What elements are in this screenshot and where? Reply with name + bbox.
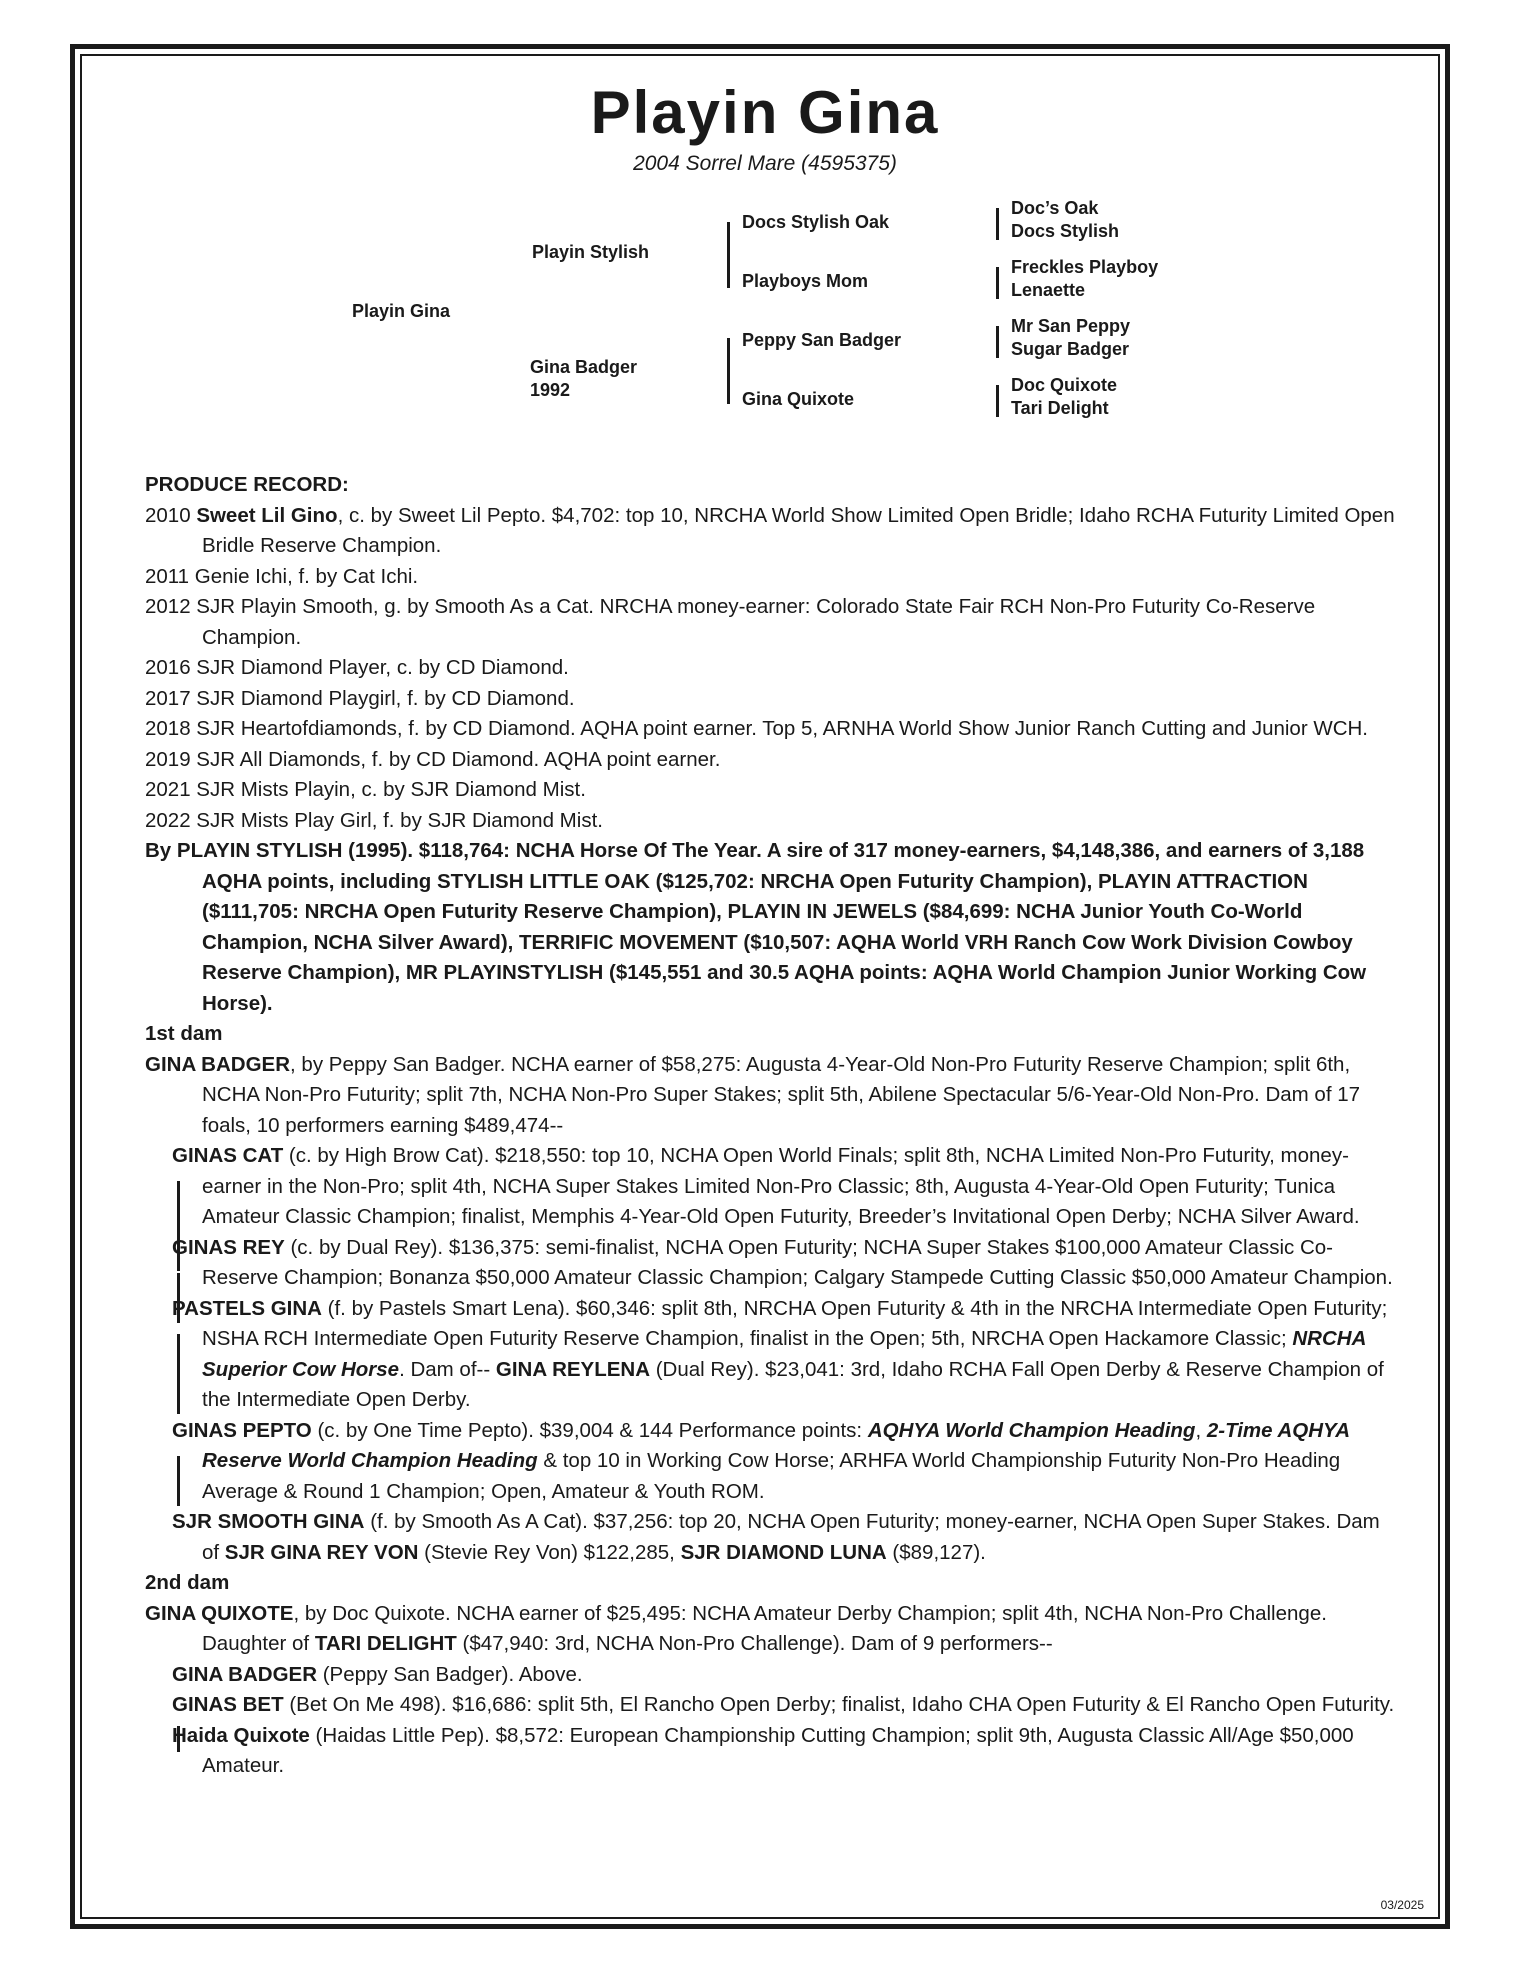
offspring-details: ,: [1195, 1418, 1207, 1442]
pedigree-bracket: [727, 222, 730, 288]
offspring-name: GINAS BET: [172, 1693, 284, 1716]
pedigree-ancestor: Doc Quixote: [1011, 375, 1118, 395]
offspring-details: (Stevie Rey Von) $122,285,: [418, 1540, 681, 1564]
pedigree-bracket: [996, 208, 999, 240]
offspring-award: 2-Time AQHYA Reserve World Champion Heading: [202, 1418, 1350, 1472]
pedigree-dam: [530, 356, 637, 402]
pedigree-sire-sire: Docs Stylish Oak: [742, 212, 890, 232]
offspring-bar: [177, 1456, 180, 1506]
offspring-details: (Bet On Me 498). $16,686: split 5th, El Rancho Open Derby; finalist, Idaho CHA Open Futurity & El Rancho Open Futurity.: [283, 1693, 1395, 1716]
produce-foal-name: Sweet Lil Gino: [196, 503, 338, 527]
produce-record-heading: PRODUCE RECORD:: [145, 473, 349, 496]
offspring-bar: [177, 1334, 180, 1414]
pedigree-sire-dam: Playboys Mom: [742, 271, 869, 291]
first-dam-heading: 1st dam: [145, 1022, 223, 1045]
pedigree-ancestor: Sugar Badger: [1011, 339, 1130, 359]
offspring-details: (f. by Smooth As A Cat). $37,256: top 20, NCHA Open Futurity; money-earner, NCHA Open Super Stakes. Dam of: [202, 1510, 1380, 1564]
offspring-award: NRCHA Superior Cow Horse: [202, 1327, 1366, 1381]
pedigree-ancestor: Lenaette: [1011, 280, 1086, 300]
pedigree-great-grandparents-4: [1011, 374, 1117, 420]
pedigree-ancestor: Mr San Peppy: [1011, 316, 1131, 336]
pedigree-dam-dam: Gina Quixote: [742, 389, 855, 409]
offspring-entry: [145, 1660, 1395, 1691]
grand-offspring-name: SJR GINA REY VON: [224, 1540, 419, 1564]
offspring-name: PASTELS GINA: [172, 1296, 322, 1320]
pedigree-ancestor: Docs Stylish: [1011, 221, 1120, 241]
offspring-name: SJR SMOOTH GINA: [172, 1510, 365, 1533]
pedigree-bracket: [996, 385, 999, 417]
pedigree-dam-sire: Peppy San Badger: [742, 330, 902, 350]
produce-entry: 2022 SJR Mists Play Girl, f. by SJR Diamond Mist.: [145, 808, 603, 832]
offspring-entry: [145, 1507, 1395, 1568]
offspring-name: GINAS PEPTO: [172, 1418, 312, 1442]
offspring-details: (Haidas Little Pep). $8,572: European Championship Cutting Champion; split 9th, Augusta Classic All/Age $50,000 Amateur.: [202, 1723, 1354, 1777]
pedigree-ancestor: Freckles Playboy: [1011, 257, 1159, 277]
offspring-award: AQHYA World Champion Heading: [867, 1418, 1196, 1442]
offspring-details: (c. by Dual Rey). $136,375: semi-finalist, NCHA Open Futurity; NCHA Super Stakes $100,000 Amateur Classic Co-Reserve Champion; Bonanza $50,000 Amateur Classic Champion; Calgary Stampede Cutting Classic $50,000 Amateur Champion.: [202, 1235, 1393, 1289]
pedigree-great-grandparents-1: [1011, 197, 1119, 243]
offspring-entry: [145, 1294, 1395, 1416]
second-dam-details: ($47,940: 3rd, NCHA Non-Pro Challenge). Dam of 9 performers--: [456, 1632, 1053, 1655]
offspring-entry: [145, 1690, 1395, 1721]
date-code: 03/2025: [1380, 1898, 1424, 1912]
produce-entry: 2016 SJR Diamond Player, c. by CD Diamond.: [145, 656, 569, 679]
produce-entry: 2012 SJR Playin Smooth, g. by Smooth As a Cat. NRCHA money-earner: Colorado State Fair RCH Non-Pro Futurity Co-Reserve Champion.: [145, 595, 1316, 649]
horse-subtitle: 2004 Sorrel Mare (4595375): [633, 152, 897, 175]
grand-offspring-name: GINA REYLENA: [495, 1357, 651, 1381]
produce-entry: 2018 SJR Heartofdiamonds, f. by CD Diamond. AQHA point earner. Top 5, ARNHA World Show Junior Ranch Cutting and Junior WCH.: [145, 717, 1369, 740]
offspring-details: (Peppy San Badger). Above.: [317, 1662, 583, 1686]
second-dam-details: , by Doc Quixote. NCHA earner of $25,495: NCHA Amateur Derby Champion; split 4th, NCHA Non-Pro Challenge. Daughter of: [202, 1601, 1327, 1655]
second-dam-heading: 2nd dam: [145, 1571, 230, 1594]
pedigree-bracket: [727, 338, 730, 404]
produce-year: 2010: [145, 503, 191, 527]
first-dam-name: GINA BADGER: [145, 1052, 291, 1076]
second-dam-entry: [145, 1599, 1395, 1660]
offspring-details: . Dam of--: [399, 1357, 496, 1381]
produce-entry: 2019 SJR All Diamonds, f. by CD Diamond. AQHA point earner.: [145, 747, 721, 771]
offspring-details: (c. by High Brow Cat). $218,550: top 10, NCHA Open World Finals; split 8th, NCHA Limited Non-Pro Futurity, money-earner in the Non-Pro; split 4th, NCHA Super Stakes Limited Non-Pro Classic; 8th, Augusta 4-Year-Old Open Futurity; Tunica Amateur Classic Champion; finalist, Memphis 4-Year-Old Open Futurity, Breeder’s Invitational Open Derby; NCHA Silver Award.: [202, 1144, 1360, 1228]
record-body: [145, 470, 1395, 1782]
first-dam-details: , by Peppy San Badger. NCHA earner of $58,275: Augusta 4-Year-Old Non-Pro Futurity Reserve Champion; split 6th, NCHA Non-Pro Futurity; split 7th, NCHA Non-Pro Super Stakes; split 5th, Abilene Spectacular 5/6-Year-Old Non-Pro. Dam of 17 foals, 10 performers earning $489,474--: [202, 1052, 1361, 1137]
offspring-entry: [145, 1721, 1395, 1782]
offspring-entry: [145, 1141, 1395, 1233]
grand-offspring-name: SJR DIAMOND LUNA: [680, 1540, 887, 1564]
offspring-name: Haida Quixote: [172, 1723, 310, 1747]
produce-entry: 2011 Genie Ichi, f. by Cat Ichi.: [145, 564, 419, 588]
pedigree-dam-year: 1992: [530, 380, 571, 400]
pedigree-bracket: [996, 267, 999, 299]
produce-entry: 2021 SJR Mists Playin, c. by SJR Diamond Mist.: [145, 778, 586, 801]
offspring-details: (c. by One Time Pepto). $39,004 & 144 Performance points:: [311, 1418, 868, 1442]
offspring-entry: [145, 1416, 1395, 1508]
offspring-details: & top 10 in Working Cow Horse; ARHFA World Championship Futurity Non-Pro Heading Average & Round 1 Champion; Open, Amateur & Youth ROM.: [202, 1449, 1341, 1503]
pedigree-dam-name: Gina Badger: [530, 357, 638, 377]
pedigree-ancestor: Doc’s Oak: [1011, 198, 1099, 218]
pedigree-horse: Playin Gina: [352, 301, 451, 321]
offspring-details: ($89,127).: [886, 1540, 986, 1564]
pedigree-great-grandparents-2: [1011, 256, 1158, 302]
produce-entry: [145, 501, 1395, 562]
third-dam-name: TARI DELIGHT: [314, 1632, 457, 1655]
pedigree-ancestor: Tari Delight: [1011, 398, 1109, 418]
offspring-details: (f. by Pastels Smart Lena). $60,346: split 8th, NRCHA Open Futurity & 4th in the NRCHA Intermediate Open Futurity; NSHA RCH Intermediate Open Futurity Reserve Champion, finalist in the Open; 5th, NRCHA Open Hackamore Classic;: [202, 1296, 1388, 1350]
pedigree-great-grandparents-3: [1011, 315, 1130, 361]
sire-summary: By PLAYIN STYLISH (1995). $118,764: NCHA Horse Of The Year. A sire of 317 money-earners, $4,148,386, and earners of 3,188 AQHA points, including STYLISH LITTLE OAK ($125,702: NRCHA Open Futurity Champion), PLAYIN ATTRACTION ($111,705: NRCHA Open Futurity Reserve Champion), PLAYIN IN JEWELS ($84,699: NCHA Junior Youth Co-World Champion, NCHA Silver Award), TERRIFIC MOVEMENT ($10,507: AQHA World VRH Ranch Cow Work Division Cowboy Reserve Champion), MR PLAYINSTYLISH ($145,551 and 30.5 AQHA points: AQHA World Champion Junior Working Cow Horse).: [145, 839, 1367, 1015]
produce-entry: 2017 SJR Diamond Playgirl, f. by CD Diamond.: [145, 686, 575, 710]
offspring-details: (Dual Rey). $23,041: 3rd, Idaho RCHA Fall Open Derby & Reserve Champion of the Intermediate Open Derby.: [202, 1357, 1384, 1411]
horse-title: Playin Gina: [590, 79, 940, 146]
offspring-name: GINAS REY: [172, 1235, 285, 1259]
pedigree-sire: Playin Stylish: [532, 242, 650, 262]
pedigree-bracket: [996, 326, 999, 358]
offspring-name: GINAS CAT: [172, 1144, 284, 1167]
offspring-entry: [145, 1233, 1395, 1294]
produce-foal-details: , c. by Sweet Lil Pepto. $4,702: top 10, NRCHA World Show Limited Open Bridle; Idaho RCHA Futurity Limited Open Bridle Reserve Champion.: [202, 503, 1395, 557]
first-dam-entry: [145, 1050, 1395, 1142]
offspring-name: GINA BADGER: [172, 1662, 318, 1686]
second-dam-name: GINA QUIXOTE: [145, 1601, 294, 1625]
